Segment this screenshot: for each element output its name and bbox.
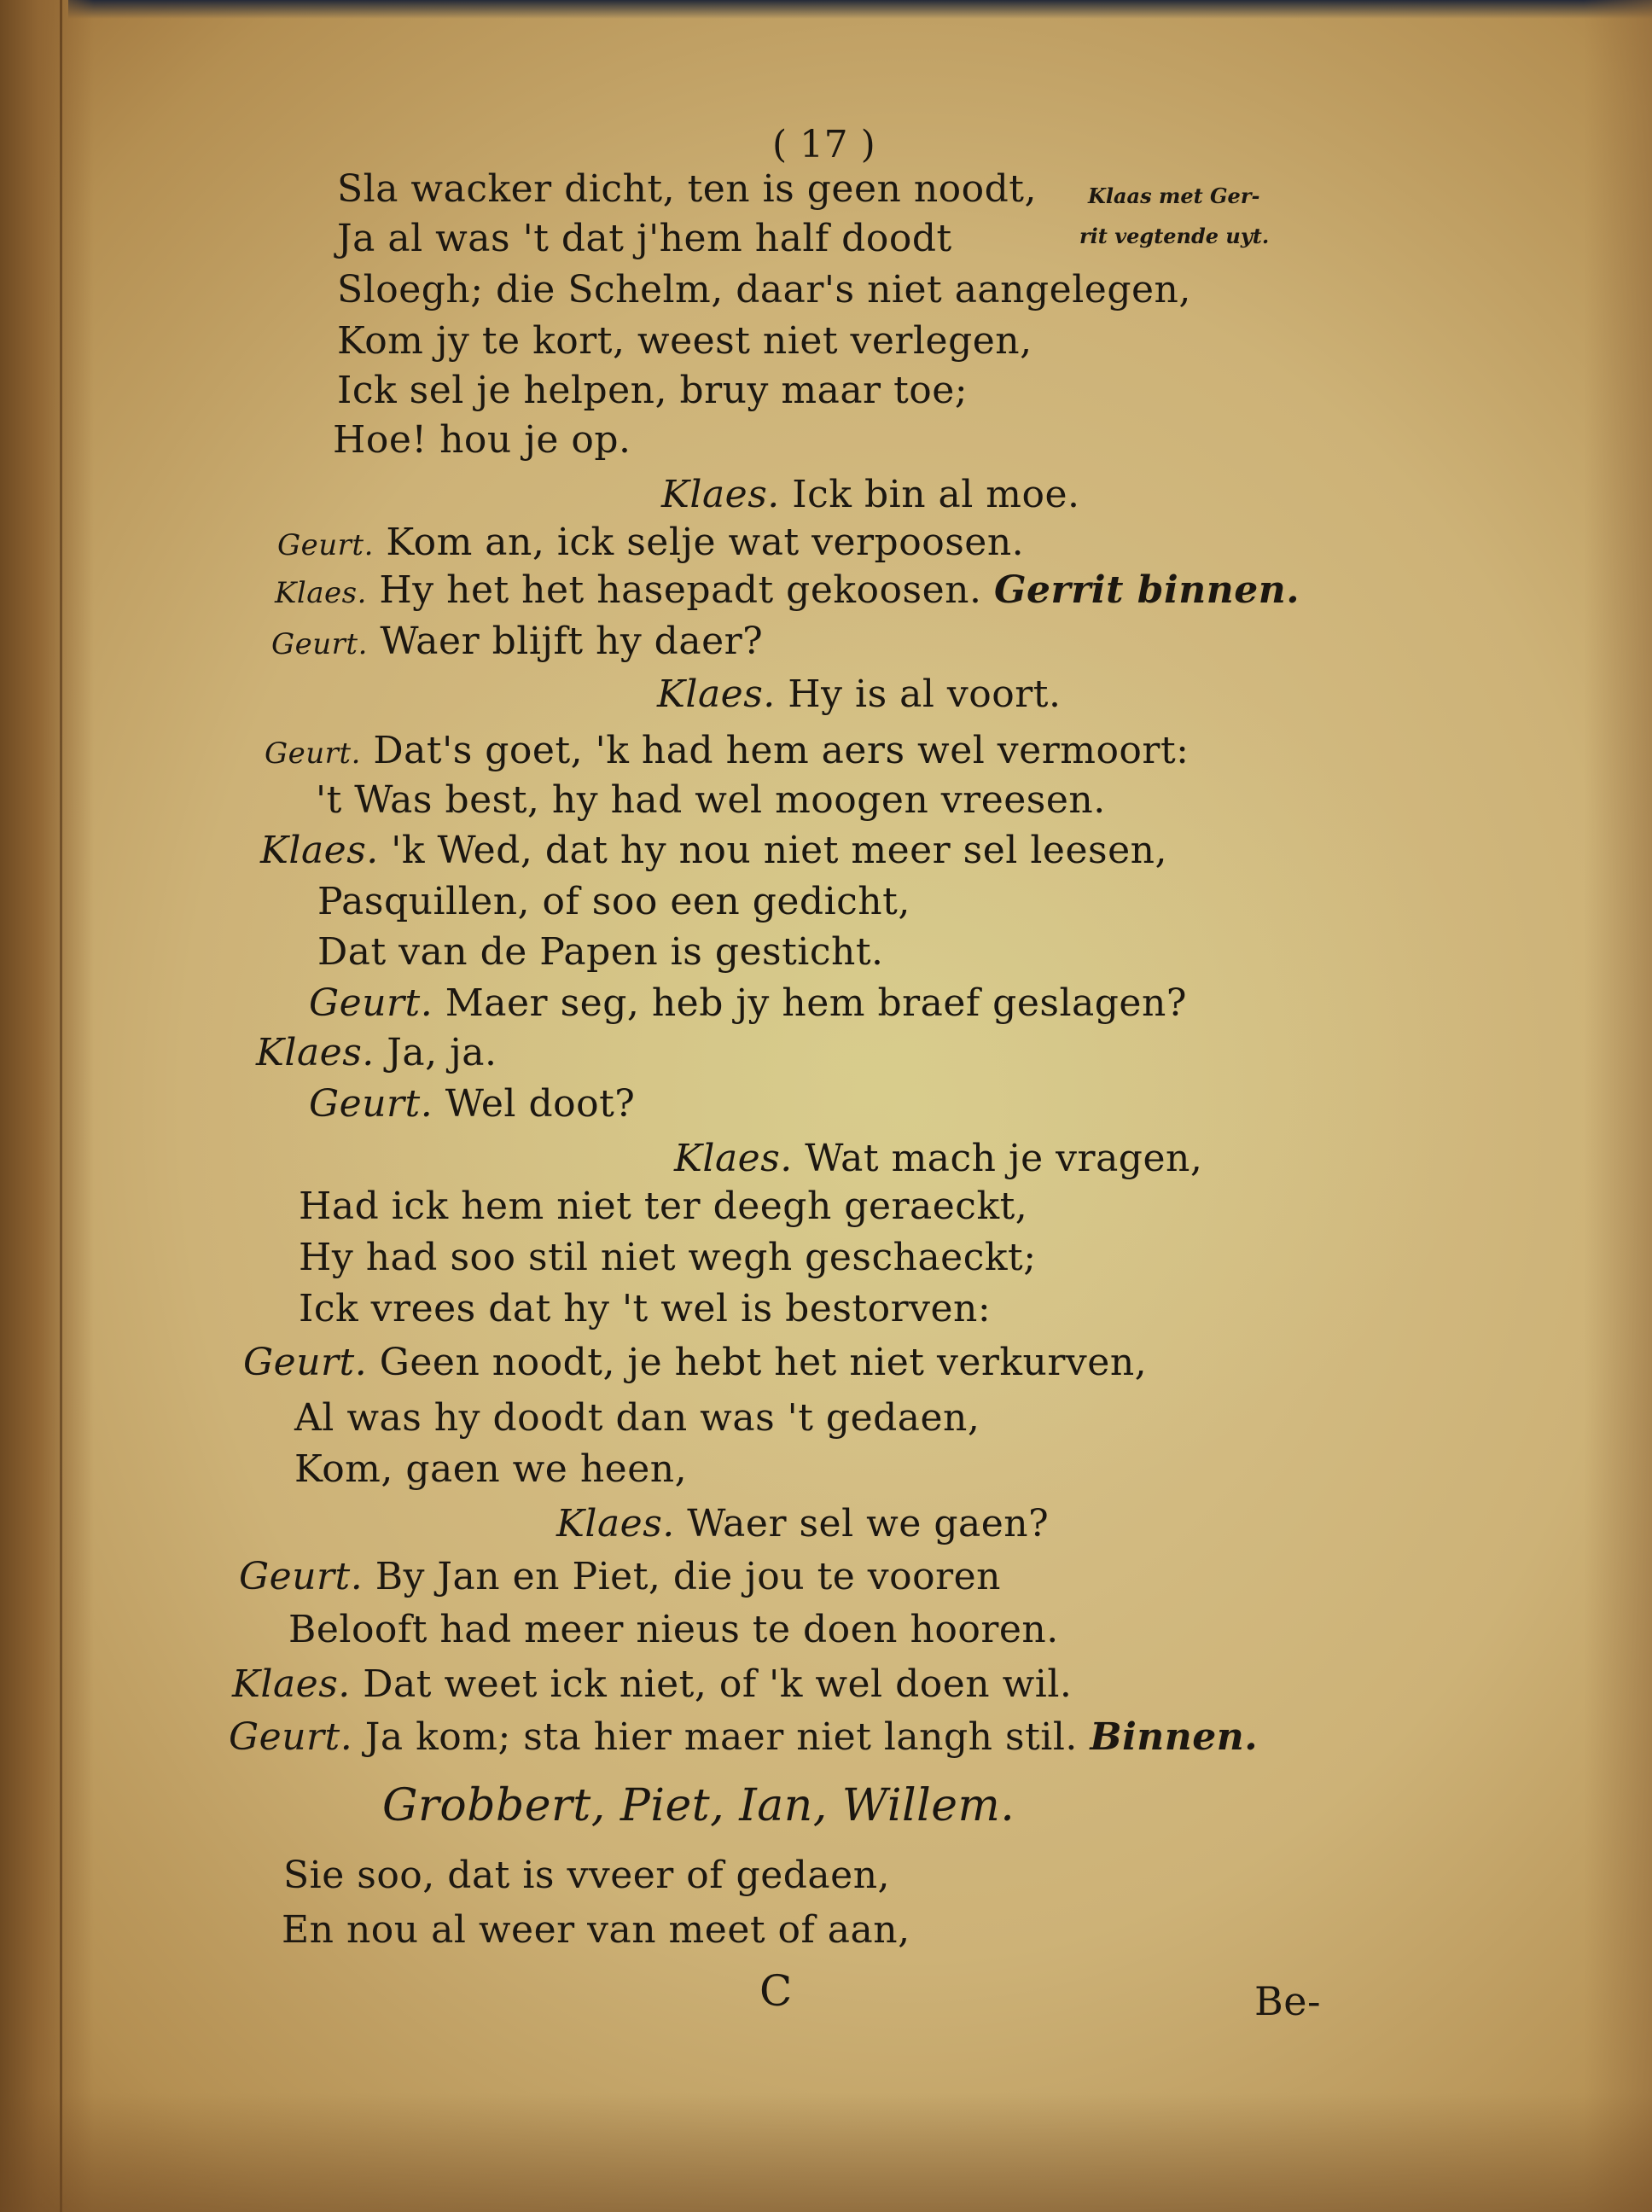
speaker-name: Geurt. — [277, 528, 374, 562]
verse-line — [337, 369, 969, 412]
line-text: En nou al weer van meet of aan, — [282, 1908, 910, 1952]
verse-line — [283, 1854, 891, 1897]
verse-line — [317, 880, 910, 923]
verse-line — [256, 1031, 497, 1074]
speaker-name: Klaes. — [657, 672, 776, 716]
speaker-name: Geurt. — [265, 736, 361, 771]
line-text: By Jan en Piet, die jou te vooren — [375, 1555, 1002, 1598]
speaker-name: Geurt. — [239, 1555, 364, 1598]
line-text: Waer sel we gaen? — [687, 1502, 1050, 1545]
verse-line — [260, 829, 1167, 872]
speaker-name: Klaes. — [674, 1137, 793, 1180]
signature-mark: C — [759, 1966, 793, 2016]
line-text: Ick sel je helpen, bruy maar toe; — [337, 369, 969, 412]
line-text: Hy het het hasepadt gekoosen. — [379, 568, 982, 612]
verse-line — [299, 1287, 992, 1330]
line-text: 'k Wed, dat hy nou niet meer sel leesen, — [391, 829, 1167, 872]
line-text: Wel doot? — [445, 1082, 636, 1126]
line-text: 't Was best, hy had wel moogen vreesen. — [316, 778, 1106, 822]
book-gutter — [0, 0, 94, 2212]
verse-line — [316, 778, 1106, 822]
verse-line — [277, 521, 1025, 564]
line-text: Had ick hem niet ter deegh geraeckt, — [299, 1185, 1028, 1228]
line-text: Al was hy doodt dan was 't gedaen, — [294, 1396, 980, 1440]
line-text: Ick vrees dat hy 't wel is bestorven: — [299, 1287, 992, 1330]
verse-line — [299, 1185, 1028, 1228]
line-text: Kom an, ick selje wat verpoosen. — [386, 521, 1025, 564]
line-text: Wat mach je vragen, — [805, 1137, 1203, 1180]
line-text: Maer seg, heb jy hem braef geslagen? — [445, 981, 1187, 1025]
verse-line — [317, 930, 884, 974]
stage-cue: Gerrit binnen. — [993, 568, 1300, 612]
verse-line — [243, 1341, 1148, 1384]
page-top-edge — [68, 0, 1652, 19]
verse-line — [271, 620, 764, 663]
speaker-name: Klaes. — [275, 576, 367, 610]
verse-line — [337, 319, 1032, 363]
verse-line — [229, 1715, 1259, 1759]
verse-line — [661, 473, 1080, 516]
line-text: Dat weet ick niet, of 'k wel doen wil. — [363, 1662, 1073, 1706]
speaker-name: Geurt. — [309, 1082, 433, 1126]
speaker-name: Geurt. — [309, 981, 433, 1025]
line-text: Dat van de Papen is gesticht. — [317, 930, 884, 974]
line-text: Geen noodt, je hebt het niet verkurven, — [379, 1341, 1148, 1384]
line-text: Kom, gaen we heen, — [294, 1447, 688, 1491]
line-text: Waer blijft hy daer? — [380, 620, 764, 663]
verse-line — [556, 1502, 1050, 1545]
verse-line — [337, 167, 1037, 211]
line-text: Belooft had meer nieus te doen hooren. — [288, 1608, 1059, 1651]
line-text: Kom jy te kort, weest niet verlegen, — [337, 319, 1032, 363]
verse-line — [239, 1555, 1002, 1598]
speaker-name: Klaes. — [232, 1662, 351, 1706]
margin-note-line-2: rit vegtende uyt. — [1079, 224, 1270, 248]
verse-line — [309, 1082, 636, 1126]
verse-line — [275, 568, 1300, 612]
page-bottom-shadow — [0, 2093, 1652, 2212]
speaker-name: Geurt. — [271, 627, 368, 661]
speaker-name: Geurt. — [243, 1341, 368, 1384]
line-text: Hy had soo stil niet wegh geschaeckt; — [299, 1236, 1037, 1279]
verse-line — [337, 217, 952, 260]
margin-note-line-1: Klaas met Ger- — [1088, 183, 1260, 208]
verse-line — [282, 1908, 910, 1952]
verse-line — [294, 1396, 980, 1440]
scene-heading: Grobbert, Piet, Ian, Willem. — [382, 1780, 1015, 1831]
verse-line — [674, 1137, 1203, 1180]
verse-line — [309, 981, 1187, 1025]
speaker-name: Klaes. — [661, 473, 780, 516]
catchword: Be- — [1254, 1978, 1322, 2024]
verse-line — [333, 418, 631, 462]
page-right-shadow — [1584, 0, 1652, 2212]
speaker-name: Geurt. — [229, 1715, 353, 1759]
line-text: Ick bin al moe. — [792, 473, 1080, 516]
line-text: Hoe! hou je op. — [333, 418, 631, 462]
verse-line — [657, 672, 1062, 716]
speaker-name: Klaes. — [556, 1502, 675, 1545]
verse-line — [294, 1447, 688, 1491]
speaker-name: Klaes. — [260, 829, 379, 872]
line-text: Dat's goet, 'k had hem aers wel vermoort: — [373, 729, 1190, 772]
line-text: Ja al was 't dat j'hem half doodt — [337, 217, 952, 260]
line-text: Pasquillen, of soo een gedicht, — [317, 880, 910, 923]
verse-line — [337, 268, 1191, 311]
line-text: Ja kom; sta hier maer niet langh stil. — [364, 1715, 1078, 1759]
speaker-name: Klaes. — [256, 1031, 375, 1074]
line-text: Ja, ja. — [387, 1031, 497, 1074]
verse-line — [265, 729, 1190, 772]
stage-cue: Binnen. — [1090, 1715, 1259, 1759]
line-text: Sla wacker dicht, ten is geen noodt, — [337, 167, 1037, 211]
line-text: Hy is al voort. — [788, 672, 1062, 716]
line-text: Sie soo, dat is vveer of gedaen, — [283, 1854, 891, 1897]
verse-line — [299, 1236, 1037, 1279]
line-text: Sloegh; die Schelm, daar's niet aangelegen, — [337, 268, 1191, 311]
gutter-fold — [60, 0, 62, 2212]
verse-line — [288, 1608, 1059, 1651]
page-number: ( 17 ) — [772, 123, 876, 166]
verse-line — [232, 1662, 1073, 1706]
